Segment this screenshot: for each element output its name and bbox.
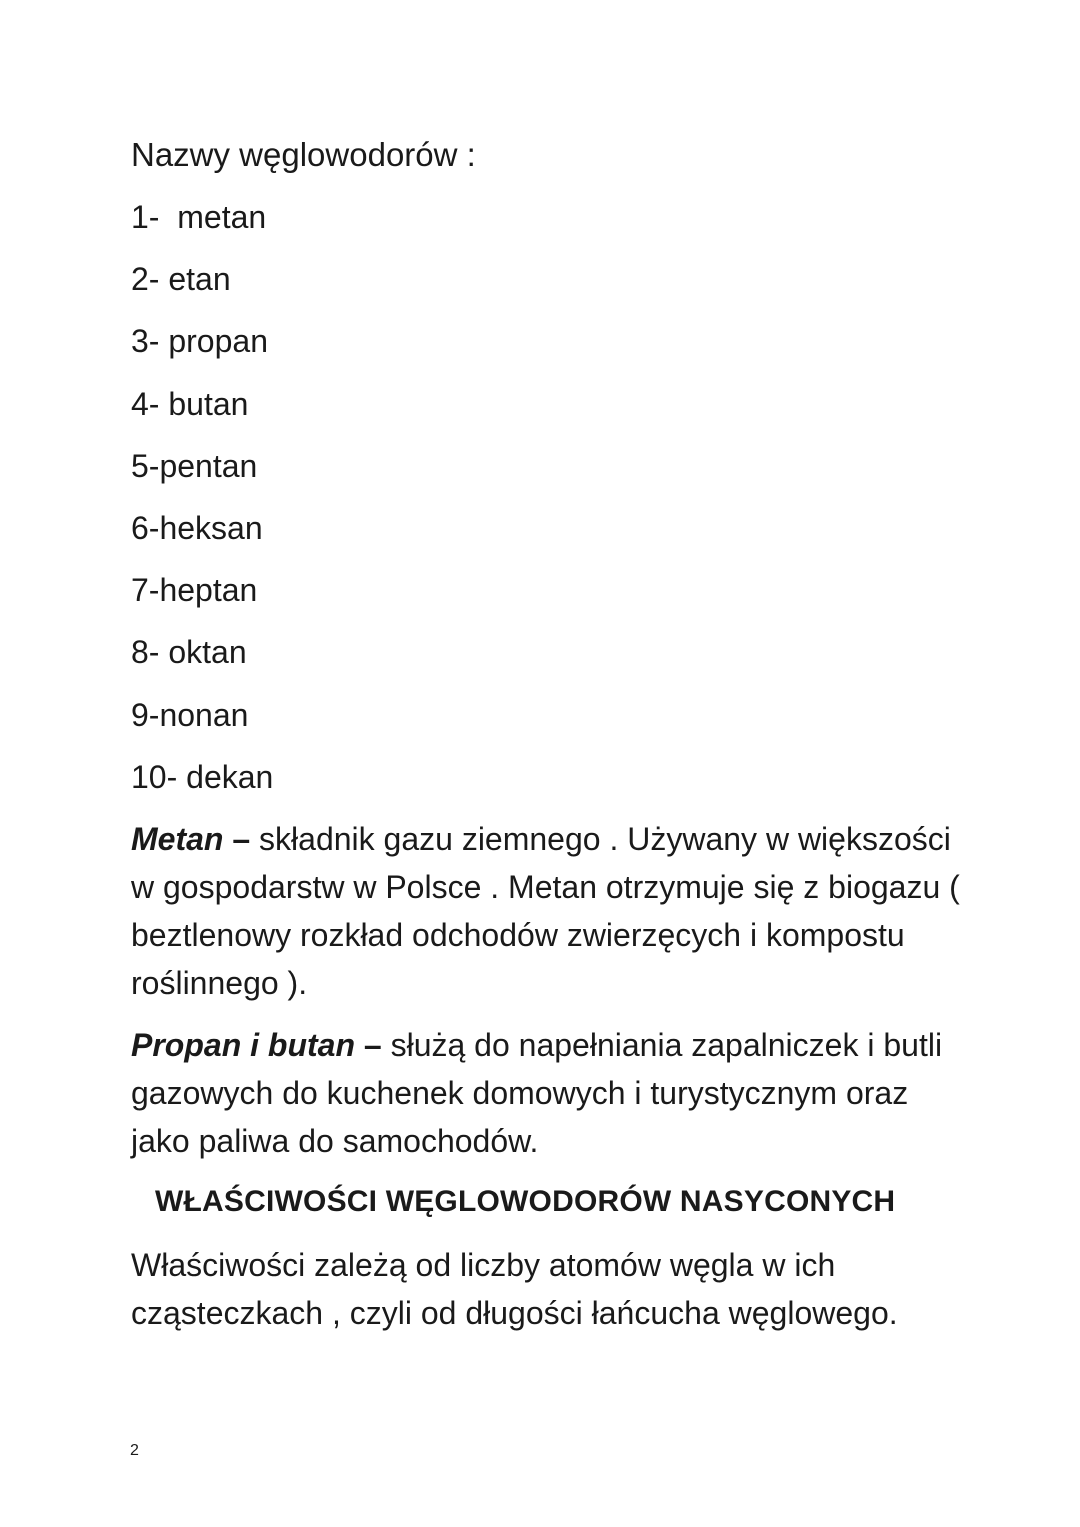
list-item: 9-nonan bbox=[131, 696, 249, 733]
page-number: 2 bbox=[130, 1442, 139, 1459]
list-item: 1- metan bbox=[131, 199, 267, 235]
section-title: WŁAŚCIWOŚCI WĘGLOWODORÓW NASYCONYCH bbox=[155, 1185, 896, 1218]
metan-term: Metan bbox=[131, 821, 224, 857]
list-item: 10- dekan bbox=[131, 758, 274, 795]
propan-butan-dash: – bbox=[355, 1027, 382, 1063]
list-item: 8- oktan bbox=[131, 634, 247, 671]
list-item: 3- propan bbox=[131, 323, 268, 360]
propan-butan-term: Propan i butan bbox=[131, 1027, 355, 1063]
propan-butan-paragraph bbox=[131, 1021, 971, 1165]
list-item: 7-heptan bbox=[131, 572, 258, 609]
list-item: 5-pentan bbox=[131, 447, 258, 484]
metan-dash: – bbox=[223, 821, 251, 857]
properties-paragraph: Właściwości zależą od liczby atomów węgla w ich cząsteczkach , czyli od długości łańcucha węglowego. bbox=[131, 1247, 898, 1331]
page-heading: Nazwy węglowodorów : bbox=[131, 136, 476, 173]
propan-butan-description: służą do napełniania zapalniczek i butli gazowych do kuchenek domowych i turystycznym oraz jako paliwa do samochodów. bbox=[131, 1027, 943, 1159]
list-item: 4- butan bbox=[131, 385, 249, 422]
hydrocarbon-names-list bbox=[131, 195, 273, 817]
list-item: 6-heksan bbox=[131, 509, 263, 546]
metan-paragraph bbox=[131, 815, 971, 1007]
list-item: 2- etan bbox=[131, 261, 231, 298]
metan-description: składnik gazu ziemnego . Używany w większości w gospodarstw w Polsce . Metan otrzymuje się z biogazu ( beztlenowy rozkład odchodów zwierzęcych i kompostu roślinnego ). bbox=[131, 821, 960, 1001]
